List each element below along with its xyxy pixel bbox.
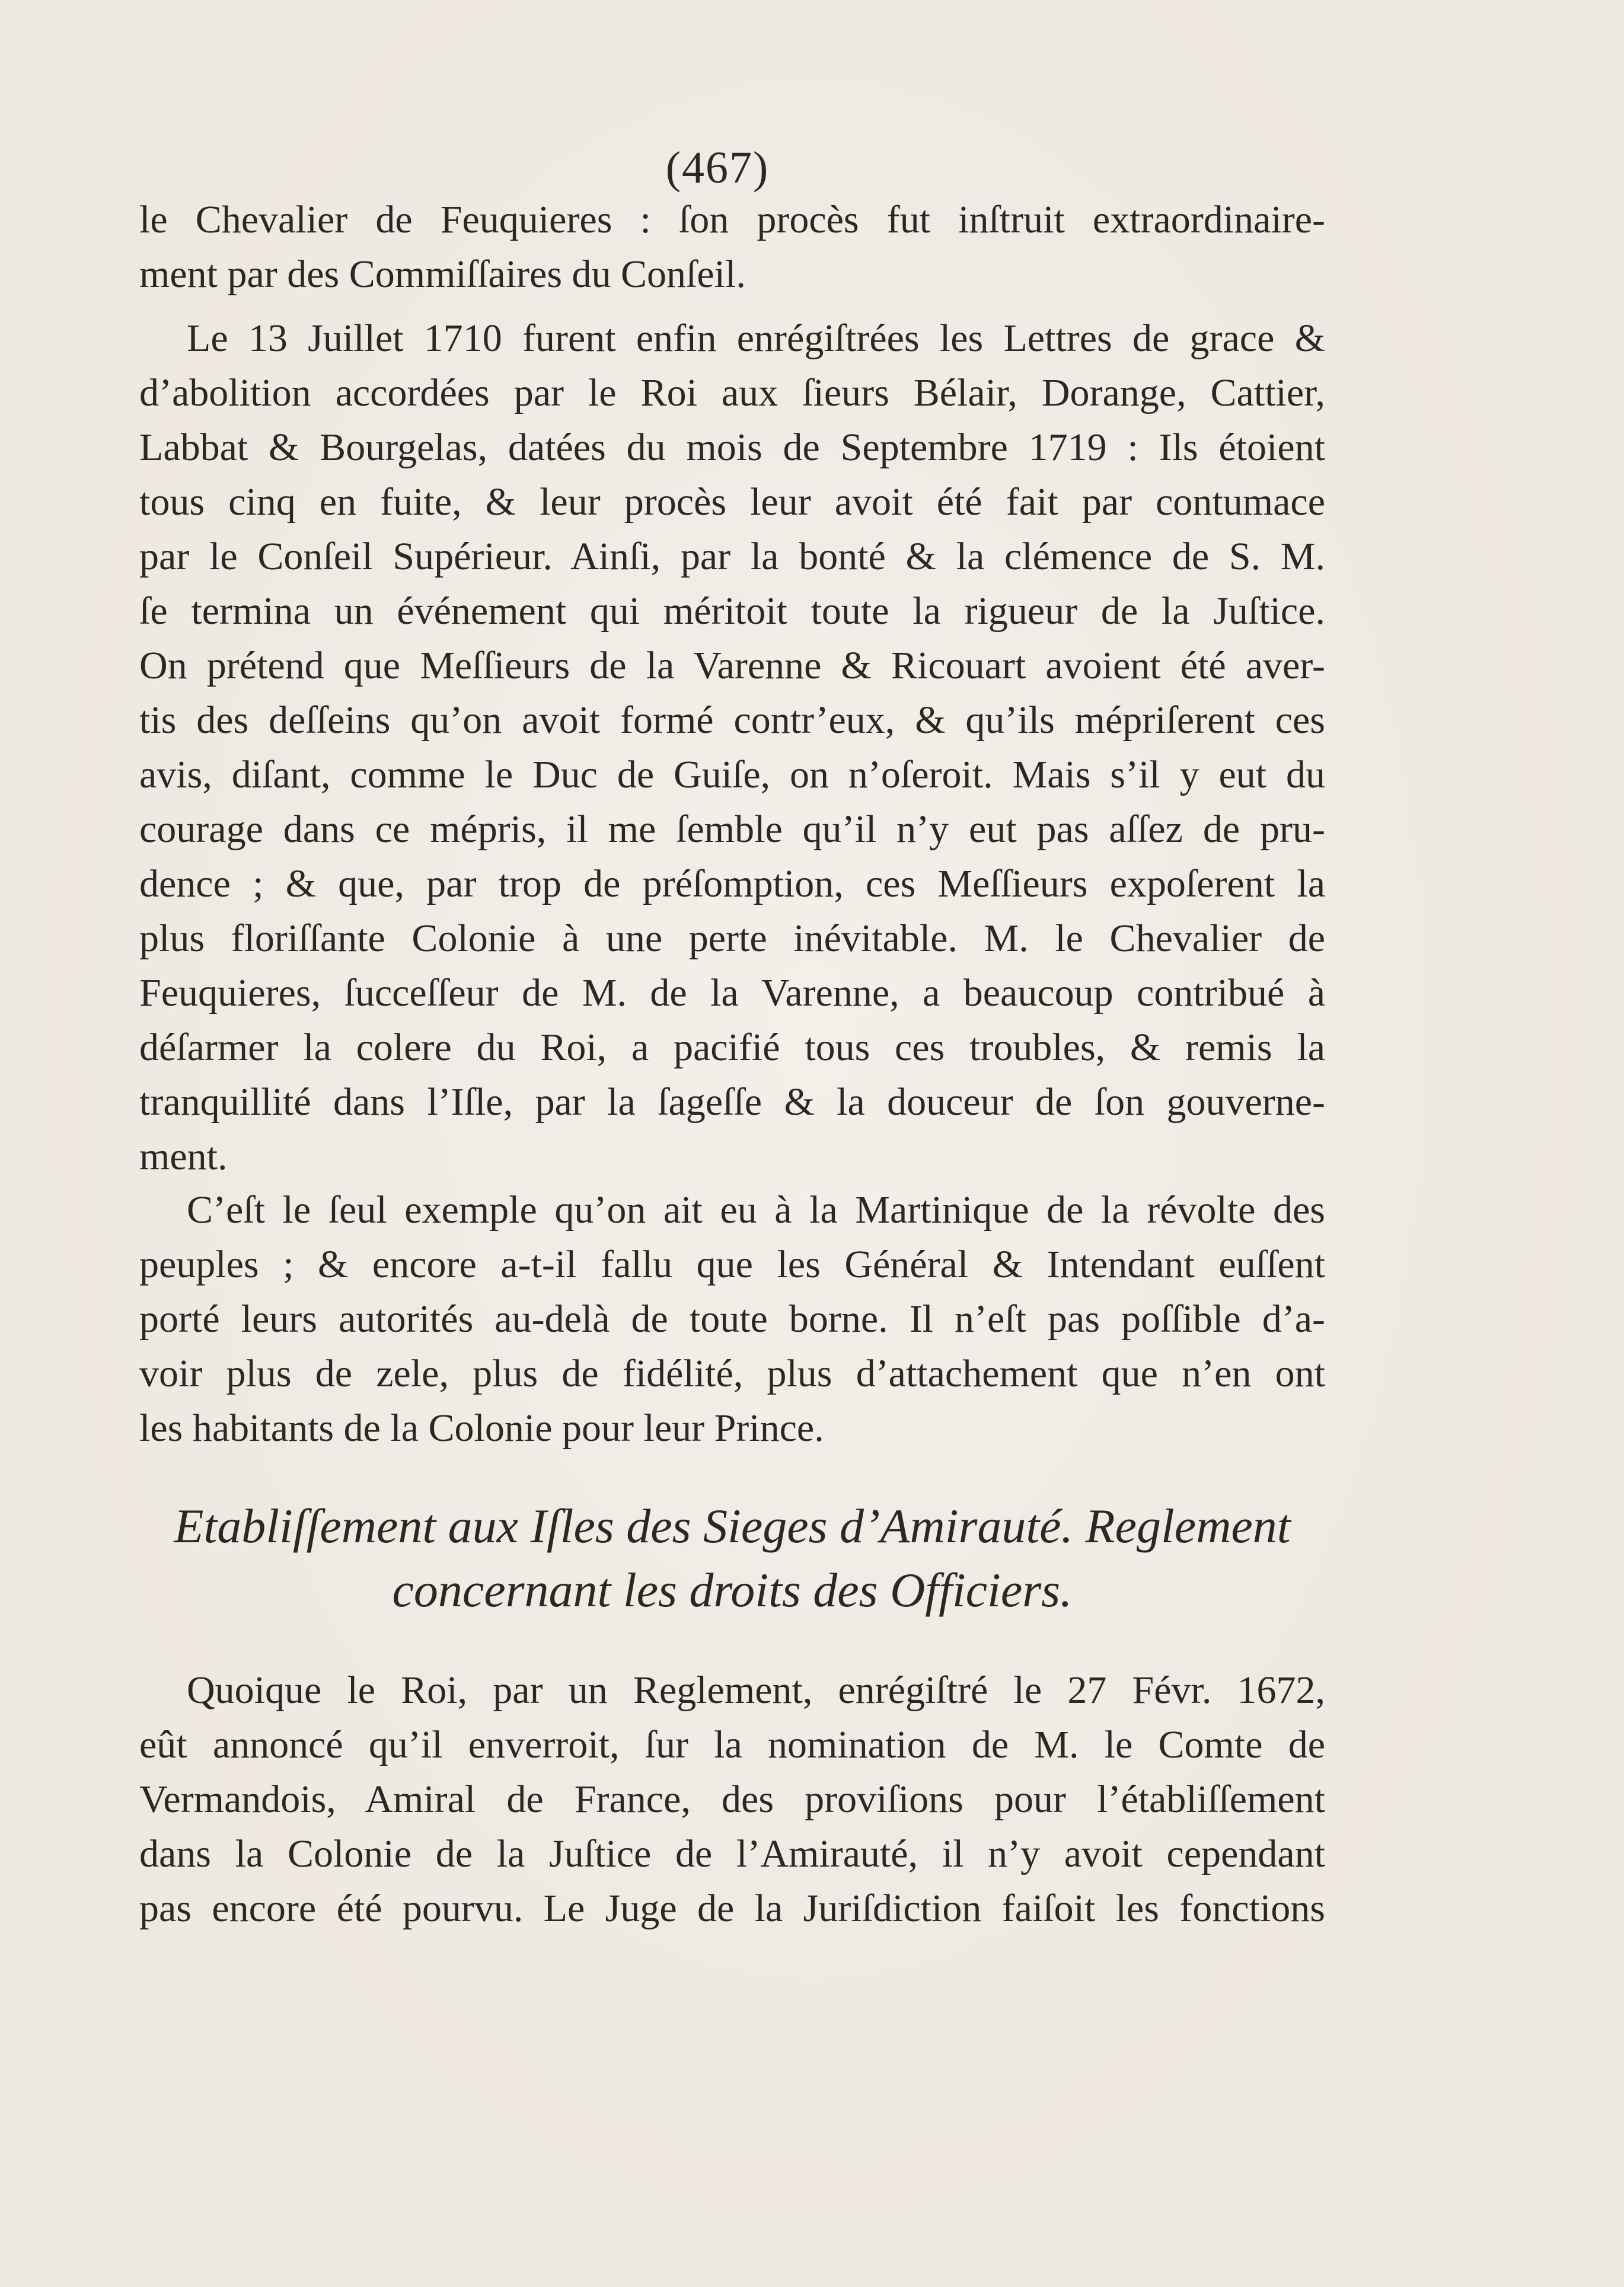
text-line: par le Conſeil Supérieur. Ainſi, par la bonté & la clémence de S. M. (139, 535, 1325, 578)
text-line: le Chevalier de Feuquieres : ſon procès fut inſtruit extraordinaire- (139, 198, 1325, 241)
paragraph-3 (139, 1183, 1325, 1456)
text-line: peuples ; & encore a-t-il fallu que les Général & Intendant euſſent (139, 1243, 1325, 1286)
text-line: tis des deſſeins qu’on avoit formé contr’eux, & qu’ils mépriſerent ces (139, 698, 1325, 742)
text-line: avis, diſant, comme le Duc de Guiſe, on n’oſeroit. Mais s’il y eut du (139, 753, 1325, 796)
paragraph-4 (139, 1663, 1325, 1936)
text-line: Vermandois, Amiral de France, des proviſions pour l’établiſſement (139, 1778, 1325, 1821)
text-line: porté leurs autorités au-delà de toute borne. Il n’eſt pas poſſible d’a- (139, 1297, 1325, 1341)
heading-line-2: concernant les droits des Officiers. (392, 1563, 1073, 1617)
text-line: C’eſt le ſeul exemple qu’on ait eu à la Martinique de la révolte des (187, 1188, 1325, 1232)
text-line: dence ; & que, par trop de préſomption, ces Meſſieurs expoſerent la (139, 862, 1325, 905)
text-line: ment. (139, 1135, 228, 1178)
text-line: les habitants de la Colonie pour leur Prince. (139, 1406, 824, 1450)
text-line: Le 13 Juillet 1710 furent enfin enrégiſtrées les Lettres de grace & (187, 317, 1325, 360)
text-line: d’abolition accordées par le Roi aux ſieurs Bélair, Dorange, Cattier, (139, 371, 1325, 414)
text-line: plus floriſſante Colonie à une perte inévitable. M. le Chevalier de (139, 917, 1325, 960)
page-number: (467) (665, 143, 770, 193)
paragraph-2 (139, 311, 1325, 1184)
text-line: courage dans ce mépris, il me ſemble qu’il n’y eut pas aſſez de pru- (139, 808, 1325, 851)
text-line: ment par des Commiſſaires du Conſeil. (139, 253, 746, 296)
text-line: Labbat & Bourgelas, datées du mois de Septembre 1719 : Ils étoient (139, 426, 1325, 469)
text-line: déſarmer la colere du Roi, a pacifié tous ces troubles, & remis la (139, 1026, 1325, 1069)
text-line: Quoique le Roi, par un Reglement, enrégiſtré le 27 Févr. 1672, (187, 1669, 1325, 1712)
text-line: tranquillité dans l’Iſle, par la ſageſſe & la douceur de ſon gouverne- (139, 1080, 1325, 1124)
text-line: tous cinq en fuite, & leur procès leur avoit été fait par contumace (139, 480, 1325, 524)
section-heading (139, 1494, 1325, 1622)
text-line: dans la Colonie de la Juſtice de l’Amirauté, il n’y avoit cependant (139, 1832, 1325, 1875)
heading-line-1: Etabliſſement aux Iſles des Sieges d’Amirauté. Reglement (174, 1499, 1291, 1553)
text-line: Feuquieres, ſucceſſeur de M. de la Varenne, a beaucoup contribué à (139, 971, 1325, 1015)
text-line: voir plus de zele, plus de fidélité, plus d’attachement que n’en ont (139, 1352, 1325, 1395)
paragraph-1 (139, 193, 1325, 302)
text-line: On prétend que Meſſieurs de la Varenne & Ricouart avoient été aver- (139, 644, 1325, 687)
text-line: eût annoncé qu’il enverroit, ſur la nomination de M. le Comte de (139, 1723, 1325, 1766)
text-line: pas encore été pourvu. Le Juge de la Juriſdiction faiſoit les fonctions (139, 1887, 1325, 1930)
text-line: ſe termina un événement qui méritoit toute la rigueur de la Juſtice. (139, 589, 1325, 633)
